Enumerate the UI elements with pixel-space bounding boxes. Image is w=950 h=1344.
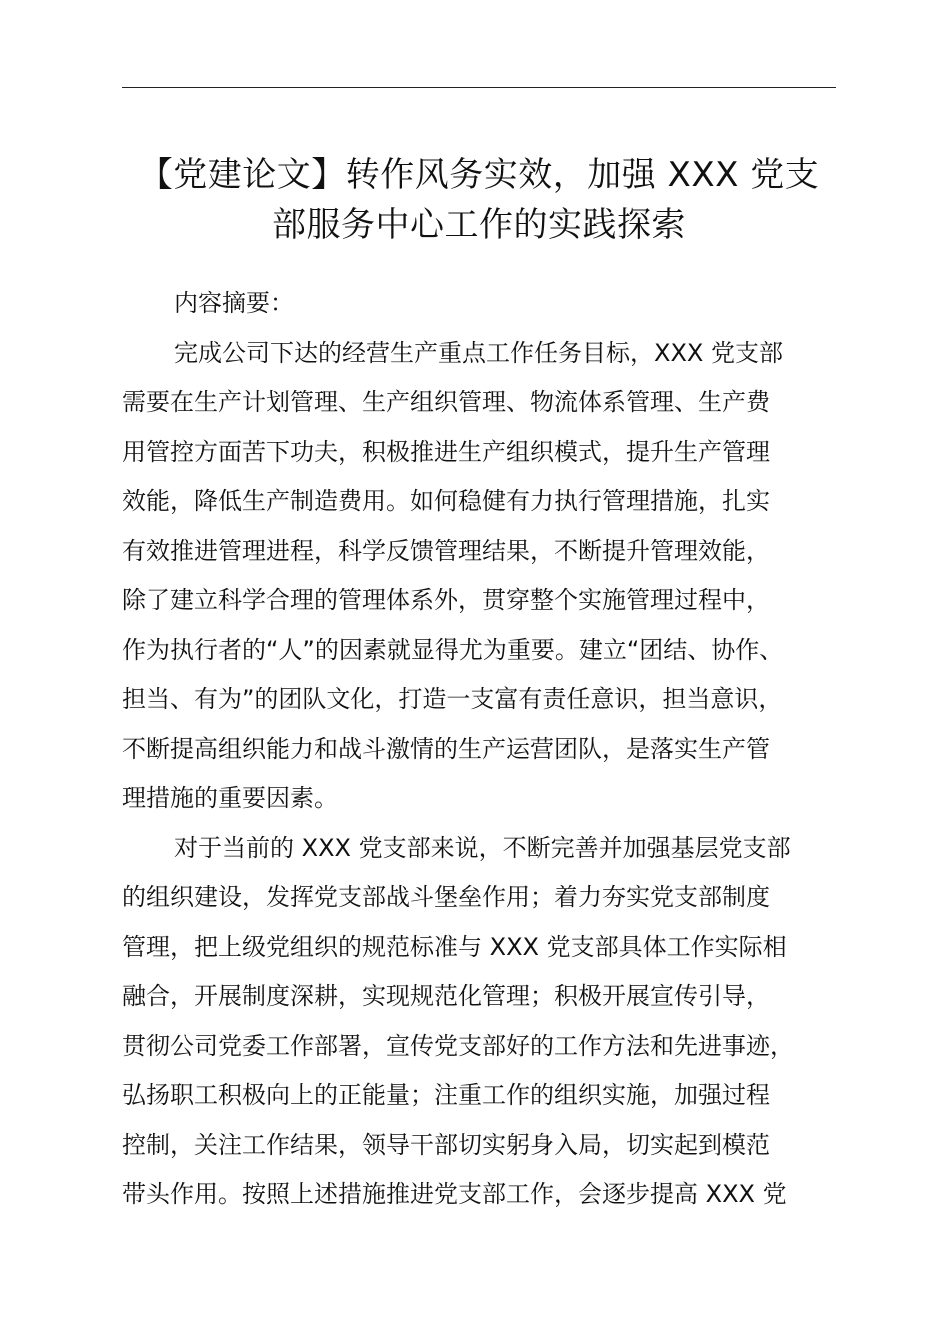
title-line: 【党建论文】转作风务实效，加强 XXX 党支 [138,155,820,195]
paragraph-line: 的组织建设，发挥党支部战斗堡垒作用；着力夯实党支部制度 [122,883,770,911]
paragraph-line: 对于当前的 XXX 党支部来说，不断完善并加强基层党支部 [174,833,791,862]
paragraph-2 [122,824,836,1220]
document-body [122,279,836,1220]
document-title [110,150,848,250]
paragraph-line: 效能，降低生产制造费用。如何稳健有力执行管理措施，扎实 [122,487,770,515]
paragraph-line: 管理，把上级党组织的规范标准与 XXX 党支部具体工作实际相 [122,932,787,961]
title-line: 部服务中心工作的实践探索 [272,205,686,245]
paragraph-line: 理措施的重要因素。 [122,784,338,812]
paragraph-line: 用管控方面苦下功夫，积极推进生产组织模式，提升生产管理 [122,437,770,466]
paragraph-line: 除了建立科学合理的管理体系外，贯穿整个实施管理过程中， [122,586,770,614]
paragraph-line: 贯彻公司党委工作部署，宣传党支部好的工作方法和先进事迹， [122,1031,794,1060]
header-rule [122,87,836,88]
paragraph-line: 完成公司下达的经营生产重点工作任务目标，XXX 党支部 [174,338,783,367]
paragraph-line: 控制，关注工作结果，领导干部切实躬身入局，切实起到模范 [122,1130,770,1159]
paragraph-line: 不断提高组织能力和战斗激情的生产运营团队，是落实生产管 [122,734,770,763]
paragraph-line: 融合，开展制度深耕，实现规范化管理；积极开展宣传引导， [122,982,770,1010]
abstract-label: 内容摘要： [174,289,294,317]
paragraph-line: 有效推进管理进程，科学反馈管理结果，不断提升管理效能， [122,536,770,565]
paragraph-line: 作为执行者的“人”的因素就显得尤为重要。建立“团结、协作、 [122,635,784,664]
paragraph-line: 弘扬职工积极向上的正能量；注重工作的组织实施，加强过程 [122,1081,770,1109]
paragraph-line: 带头作用。按照上述措施推进党支部工作，会逐步提高 XXX 党 [122,1180,787,1208]
paragraph-1 [122,329,836,824]
paragraph-line: 需要在生产计划管理、生产组织管理、物流体系管理、生产费 [122,388,770,416]
paragraph-line: 担当、有为”的团队文化，打造一支富有责任意识，担当意识， [122,685,783,713]
